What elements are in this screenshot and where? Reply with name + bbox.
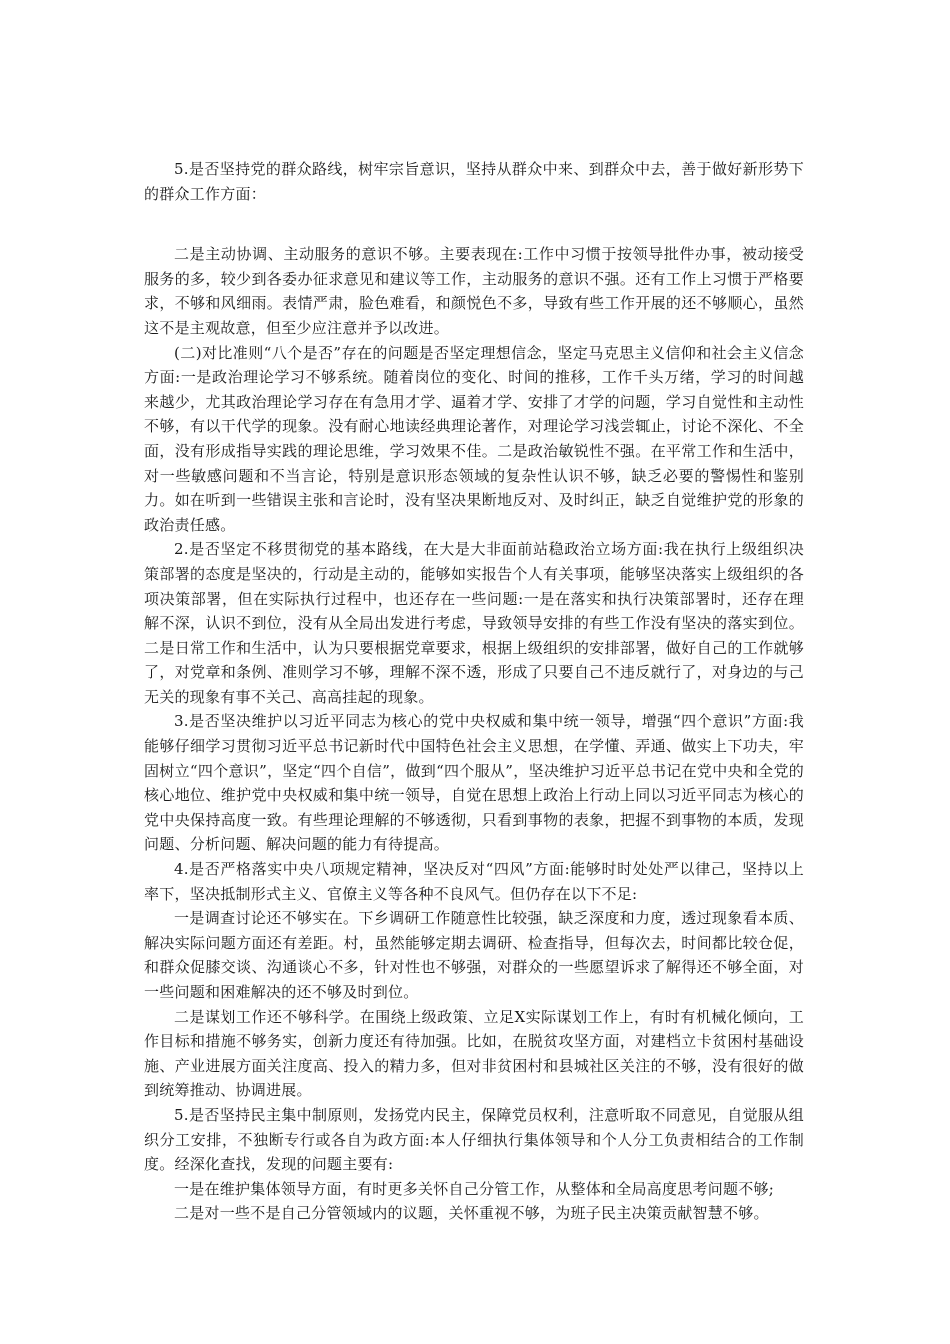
paragraph-democratic-centralism: 5.是否坚持民主集中制原则，发扬党内民主，保障党员权利，注意听取不同意见，自觉服从组织分工安排，不独断专行或各自为政方面:本人仔细执行集体领导和个人分工负责相结合的工作制度。经深化查找，发现的问题主要有: [144,1105,804,1174]
paragraph-gap [144,206,804,242]
paragraph-investigation: 一是调查讨论还不够实在。下乡调研工作随意性比较强，缺乏深度和力度，透过现象看本质、解决实际问题方面还有差距。村，虽然能够定期去调研、检查指导，但每次去，时间都比较仓促，和群众促膝交谈、沟通谈心不多，针对性也不够强，对群众的一些愿望诉求了解得还不够全面，对一些问题和困难解决的还不够及时到位。 [144,909,804,1001]
paragraph-collective-leadership: 一是在维护集体领导方面，有时更多关怀自己分管工作，从整体和全局高度思考问题不够; [174,1179,775,1198]
paragraph-eight-regulations: 4.是否严格落实中央八项规定精神，坚决反对“四风”方面:能够时时处处严以律己，坚持以上率下，坚决抵制形式主义、官僚主义等各种不良风气。但仍存在以下不足: [144,860,804,903]
paragraph-ideals-beliefs: (二)对比准则“八个是否”存在的问题是否坚定理想信念，坚定马克思主义信仰和社会主义信念方面:一是政治理论学习不够系统。随着岗位的变化、时间的推移，工作千头万绪，学习的时间越来越少，尤其政治理论学习存在有急用才学、逼着才学、安排了才学的问题，学习自觉性和主动性不够，有以干代学的现象。没有耐心地读经典理论著作，对理论学习浅尝辄止，讨论不深化、不全面，没有形成指导实践的理论思维，学习效果不佳。二是政治敏锐性不强。在平常工作和生活中，对一些敏感问题和不当言论，特别是意识形态领域的复杂性认识不够，缺乏必要的警惕性和鉴别力。如在听到一些错误主张和言论时，没有坚决果断地反对、及时纠正，缺乏自觉维护党的形象的政治责任感。 [144,343,804,534]
paragraph-mass-line-heading: 5.是否坚持党的群众路线，树牢宗旨意识，坚持从群众中来、到群众中去，善于做好新形势下的群众工作方面： [144,160,804,203]
paragraph-decision-contribution: 二是对一些不是自己分管领域内的议题，关怀重视不够，为班子民主决策贡献智慧不够。 [174,1204,769,1223]
paragraph-central-authority: 3.是否坚决维护以习近平同志为核心的党中央权威和集中统一领导，增强“四个意识”方面:我能够仔细学习贯彻习近平总书记新时代中国特色社会主义思想，在学懂、弄通、做实上下功夫，牢固树立“四个意识”，坚定“四个自信”，做到“四个服从”，坚决维护习近平总书记在党中央和全党的核心地位、维护党中央权威和集中统一领导，自觉在思想上政治上行动上同以习近平同志为核心的党中央保持高度一致。有些理论理解的不够透彻，只看到事物的表象，把握不到事物的本质，发现问题、分析问题、解决问题的能力有待提高。 [144,712,804,854]
paragraph-planning: 二是谋划工作还不够科学。在围绕上级政策、立足X实际谋划工作上，有时有机械化倾向，工作目标和措施不够务实，创新力度还有待加强。比如，在脱贫攻坚方面，对建档立卡贫困村基础设施、产业进展方面关注度高、投入的精力多，但对非贫困村和县城社区关注的不够，没有很好的做到统筹推动、协调进展。 [144,1007,804,1100]
paragraph-basic-line: 2.是否坚定不移贯彻党的基本路线，在大是大非面前站稳政治立场方面:我在执行上级组织决策部署的态度是坚决的，行动是主动的，能够如实报告个人有关事项，能够坚决落实上级组织的各项决策部署，但在实际执行过程中，也还存在一些问题:一是在落实和执行决策部署时，还存在理解不深，认识不到位，没有从全局出发进行考虑，导致领导安排的有些工作没有坚决的落实到位。二是日常工作和生活中，认为只要根据党章要求，根据上级组织的安排部署，做好自己的工作就够了，对党章和条例、准则学习不够，理解不深不透，形成了只要自己不违反就行了，对身边的与己无关的现象有事不关己、高高挂起的现象。 [144,540,804,706]
document-body [144,157,804,1226]
paragraph-service-awareness: 二是主动协调、主动服务的意识不够。主要表现在:工作中习惯于按领导批件办事，被动接受服务的多，较少到各委办征求意见和建议等工作，主动服务的意识不强。还有工作上习惯于严格要求，不够和风细雨。表情严肃，脸色难看，和颜悦色不多，导致有些工作开展的还不够顺心，虽然这不是主观故意，但至少应注意并予以改进。 [144,245,804,337]
